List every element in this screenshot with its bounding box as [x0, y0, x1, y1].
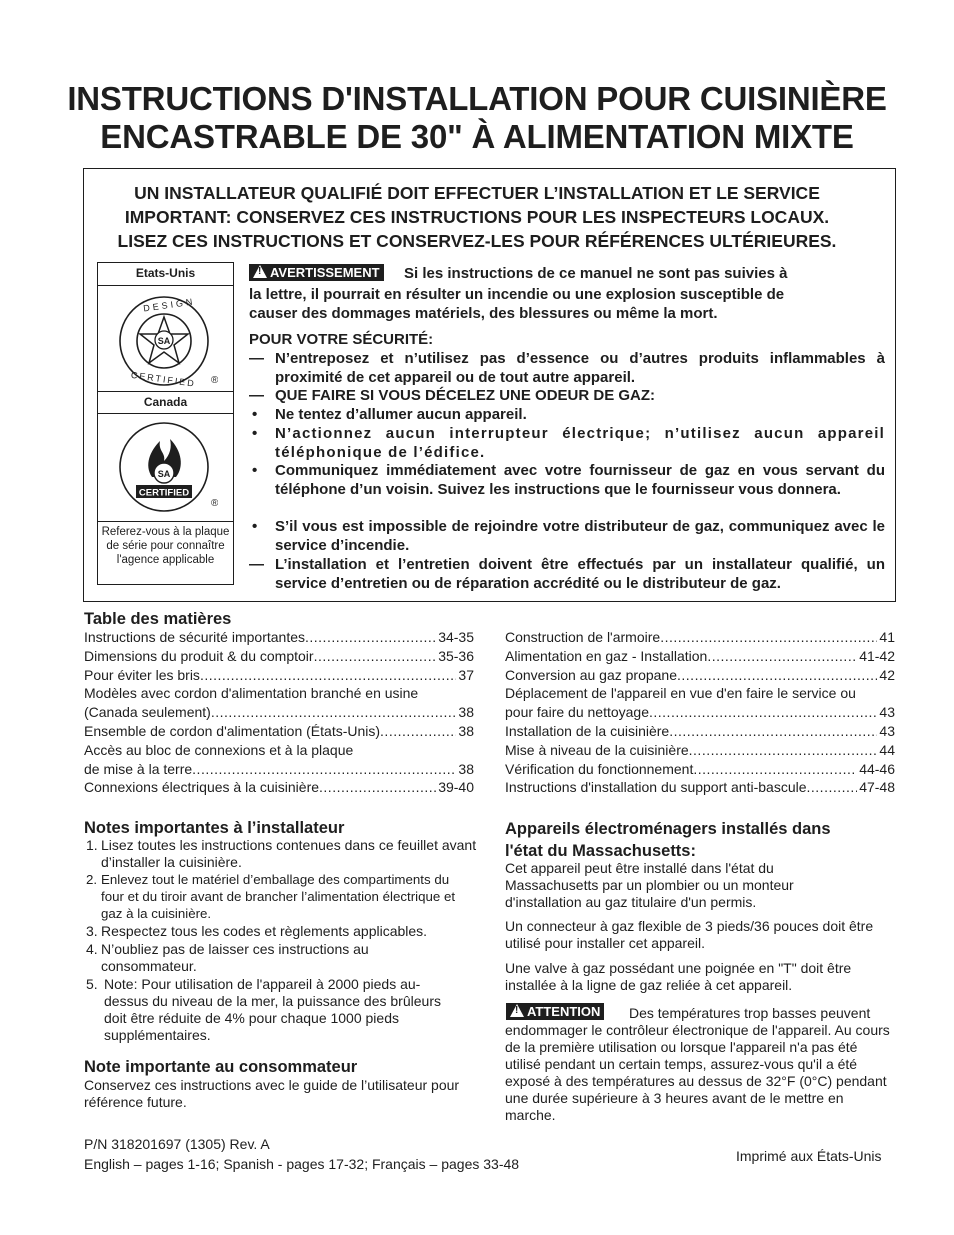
toc-entry-page: 41 [879, 629, 895, 645]
toc-entry-page: 43 [879, 723, 895, 739]
installer-header: UN INSTALLATEUR QUALIFIÉ DOIT EFFECTUER L’INSTALLATION ET LE SERVICE [134, 183, 820, 203]
bullet-marker: • [252, 406, 258, 423]
safety-item-gasoline: N’entreposez et n’utilisez pas d’essence ou d’autres produits inflammables à proximité de cet appareil ou de tout autre appareil. [275, 350, 885, 386]
toc-entry [505, 741, 895, 760]
toc-entry [84, 666, 474, 685]
seal-certified-text-2: CERTIFIED [138, 487, 190, 499]
safety-item-gas-smell: QUE FAIRE SI VOUS DÉCELEZ UNE ODEUR DE GAZ: [275, 387, 656, 404]
warning-symbol: ! [258, 266, 262, 277]
toc-entry [505, 778, 895, 797]
seal-design-text: DESIGN [142, 296, 196, 314]
certification-box [97, 262, 234, 585]
toc-entry-label: pour faire du nettoyage [505, 704, 649, 721]
toc-dot-leader [319, 778, 436, 797]
toc-entry-label: Modèles avec cordon d'alimentation branché en usine [84, 685, 419, 702]
toc-entry-label: Alimentation en gaz - Installation [505, 647, 708, 664]
cert-us-label: Etats-Unis [135, 266, 196, 280]
bullet-marker: • [252, 518, 258, 535]
toc-entry-label: Conversion au gaz propane [505, 666, 678, 683]
safety-item-fire-dept: S’il vous est impossible de rejoindre votre distributeur de gaz, communiquez avec le service d’incendie. [275, 518, 885, 554]
toc-entry-label: Pour éviter les bris [84, 666, 200, 683]
toc-dot-leader [380, 722, 456, 741]
toc-entry-page: 35-36 [438, 647, 474, 664]
installer-note-5: Note: Pour utilisation de l'appareil à 2000 pieds au-dessus du niveau de la mer, la puissance des brûleurs doit être réduite de 4% pour chaque 1000 pieds supplémentaires. [104, 976, 441, 1043]
toc-dot-leader [707, 647, 857, 666]
bullet-marker: • [252, 462, 258, 479]
dash-marker: — [249, 556, 264, 573]
toc-entry-page: 38 [458, 760, 474, 777]
registered-mark: ® [211, 375, 218, 386]
toc-dot-leader [669, 722, 877, 741]
read-header: LISEZ CES INSTRUCTIONS ET CONSERVEZ-LES POUR RÉFÉRENCES ULTÉRIEURES. [117, 231, 837, 251]
note-number: 1. [86, 837, 98, 853]
refer-serial-plate-note: Referez-vous à la plaque de série pour connaître l'agence applicable [101, 526, 230, 566]
safety-item-no-light: Ne tentez d’allumer aucun appareil. [275, 406, 527, 423]
toc-entry-label: Dimensions du produit & du comptoir [84, 647, 314, 664]
toc-entry-label: Vérification du fonctionnement [505, 760, 694, 777]
attention-symbol: ! [515, 1005, 519, 1016]
toc-title: Table des matières [84, 610, 232, 628]
registered-mark-2: ® [211, 498, 218, 509]
attention-text-first: Des températures trop basses peuvent [629, 1005, 871, 1021]
consumer-note-title: Note importante au consommateur [84, 1058, 358, 1076]
note-number: 4. [86, 941, 98, 957]
csa-certified-flame-seal-icon [114, 421, 218, 513]
massachusetts-paragraph-2: Un connecteur à gaz flexible de 3 pieds/36 pouces doit être utilisé pour installer cet appareil. [505, 918, 874, 951]
installer-note-3: Respectez tous les codes et règlements applicables. [101, 923, 428, 939]
toc-dot-leader [689, 741, 878, 760]
toc-entry-label: Instructions d'installation du support anti-bascule [505, 779, 807, 796]
toc-entry [84, 703, 474, 722]
part-number: P/N 318201697 (1305) Rev. A [84, 1136, 270, 1152]
toc-entry [84, 647, 474, 666]
toc-entry-page: 39-40 [438, 779, 474, 796]
language-pages: English – pages 1-16; Spanish - pages 17-32; Français – pages 33-48 [84, 1156, 520, 1172]
toc-entry [505, 666, 895, 685]
toc-entry-page: 37 [458, 666, 474, 683]
toc-entry [84, 628, 474, 647]
toc-entry [505, 760, 895, 779]
installer-note-1: Lisez toutes les instructions contenues dans ce feuillet avant d’installer la cuisinière. [101, 837, 477, 870]
toc-entry-page: 38 [458, 723, 474, 739]
toc-entry-page: 43 [879, 704, 895, 721]
toc-entry [505, 684, 895, 703]
toc-dot-leader [305, 628, 436, 647]
toc-entry [84, 778, 474, 797]
toc-entry [505, 628, 895, 647]
safety-item-no-switch: N’actionnez aucun interrupteur électrique; n’utilisez aucun appareil téléphonique de l’édifice. [275, 425, 885, 461]
seal-certified-text: CERTIFIED [130, 369, 197, 389]
warning-text-line-1: Si les instructions de ce manuel ne sont pas suivies à [404, 265, 788, 282]
note-number: 2. [86, 872, 98, 887]
toc-entry-page: 44 [879, 741, 895, 758]
toc-entry-label: de mise à la terre [84, 760, 193, 777]
title-line-1: INSTRUCTIONS D'INSTALLATION POUR CUISINIÈRE [67, 80, 887, 117]
attention-text-rest: endommager le contrôleur électronique de l'appareil. Au cours de la première utilisation ou lorsque l'appareil n'a pas été utilisé pendant un certain temps, assurez-vous qu'il a été exposé à des températures au dessus de 32°F (0°C) pendant une durée supérieure à 3 heures avant de le mettre en marche. [505, 1022, 890, 1123]
title-line-2: ENCASTRABLE DE 30" À ALIMENTATION MIXTE [100, 118, 854, 155]
dash-marker: — [249, 350, 264, 367]
page-title [0, 80, 954, 156]
toc-dot-leader [200, 666, 456, 685]
toc-entry [84, 741, 474, 760]
toc-entry-page: 41-42 [859, 647, 895, 664]
toc-entry-page: 44-46 [859, 760, 895, 777]
installer-note-2: Enlevez tout le matériel d’emballage des compartiments du four et du tiroir avant de brancher l’alimentation électrique et gaz à la cuisinière. [101, 872, 456, 921]
toc-dot-leader [192, 760, 456, 779]
consumer-note-text: Conservez ces instructions avec le guide de l’utilisateur pour référence future. [84, 1077, 460, 1110]
toc-entry [505, 722, 895, 741]
warning-text-line-3: causer des dommages matériels, des blessures ou même la mort. [249, 305, 718, 322]
toc-entry-label: Mise à niveau de la cuisinière [505, 741, 689, 758]
seal-csa-text: SA [157, 336, 171, 346]
toc-dot-leader [314, 647, 437, 666]
toc-dot-leader [693, 760, 857, 779]
toc-dot-leader [660, 628, 877, 647]
attention-badge [506, 1003, 604, 1021]
toc-entry-label: Construction de l'armoire [505, 629, 661, 645]
toc-entry-label: Déplacement de l'appareil en vue d'en faire le service ou [505, 685, 856, 702]
installer-notes-title: Notes importantes à l’installateur [84, 819, 345, 837]
toc-entry-page: 34-35 [438, 629, 474, 645]
toc-entry [505, 647, 895, 666]
toc-entry-label: Instructions de sécurité importantes [84, 629, 305, 645]
toc-dot-leader [677, 666, 877, 685]
massachusetts-paragraph-1: Cet appareil peut être installé dans l'état du Massachusetts par un plombier ou un monteur d'installation au gaz titulaire d'un permis. [505, 860, 794, 910]
massachusetts-paragraph-3: Une valve à gaz possédant une poignée en "T" doit être installée à la ligne de gaz reliée à cet appareil. [505, 960, 852, 993]
important-header: IMPORTANT: CONSERVEZ CES INSTRUCTIONS POUR LES INSPECTEURS LOCAUX. [124, 207, 830, 227]
toc-entry [84, 722, 474, 741]
toc-dot-leader [807, 778, 858, 797]
safety-item-call-supplier: Communiquez immédiatement avec votre fournisseur de gaz en vous servant du téléphone d’un voisin. Suivez les instructions que le fournisseur vous donnera. [275, 462, 885, 498]
toc-entry [84, 684, 474, 703]
safety-title: POUR VOTRE SÉCURITÉ: [249, 331, 434, 348]
attention-badge-label: ATTENTION [527, 1004, 601, 1019]
seal-csa-text-2: SA [157, 469, 171, 479]
toc-entry-page: 42 [879, 666, 895, 683]
warning-badge [249, 264, 384, 282]
toc-entry-label: Ensemble de cordon d'alimentation (États-Unis) [84, 723, 381, 739]
installer-note-4: N’oubliez pas de laisser ces instructions au consommateur. [101, 941, 369, 974]
massachusetts-title-line-1: Appareils électroménagers installés dans [505, 820, 831, 838]
printed-in: Imprimé aux États-Unis [736, 1148, 882, 1164]
toc-dot-leader [649, 703, 877, 722]
toc-entry-page: 47-48 [859, 779, 895, 796]
massachusetts-title-line-2: l'état du Massachusetts: [505, 842, 696, 860]
cert-ca-label: Canada [143, 395, 188, 409]
warning-text-line-2: la lettre, il pourrait en résulter un incendie ou une explosion susceptible de [249, 286, 785, 303]
safety-item-qualified-installer: L’installation et l’entretien doivent être effectués par un installateur qualifié, un service d’entretien ou de réparation accrédité ou le distributeur de gaz. [275, 556, 885, 592]
bullet-marker: • [252, 425, 258, 442]
toc-entry-label: (Canada seulement) [84, 704, 211, 721]
design-certified-seal-icon [114, 293, 218, 391]
toc-entry [505, 703, 895, 722]
massachusetts-title [505, 818, 831, 862]
warning-badge-label: AVERTISSEMENT [270, 265, 380, 280]
toc-dot-leader [211, 703, 457, 722]
toc-entry-label: Accès au bloc de connexions et à la plaque [84, 741, 354, 758]
dash-marker: — [249, 387, 264, 404]
toc-entry-label: Installation de la cuisinière [505, 723, 670, 739]
toc-entry-label: Connexions électriques à la cuisinière [84, 779, 320, 796]
toc-entry [84, 760, 474, 779]
note-number: 3. [86, 923, 98, 939]
toc-entry-page: 38 [458, 704, 474, 721]
note-number: 5. [86, 976, 98, 992]
